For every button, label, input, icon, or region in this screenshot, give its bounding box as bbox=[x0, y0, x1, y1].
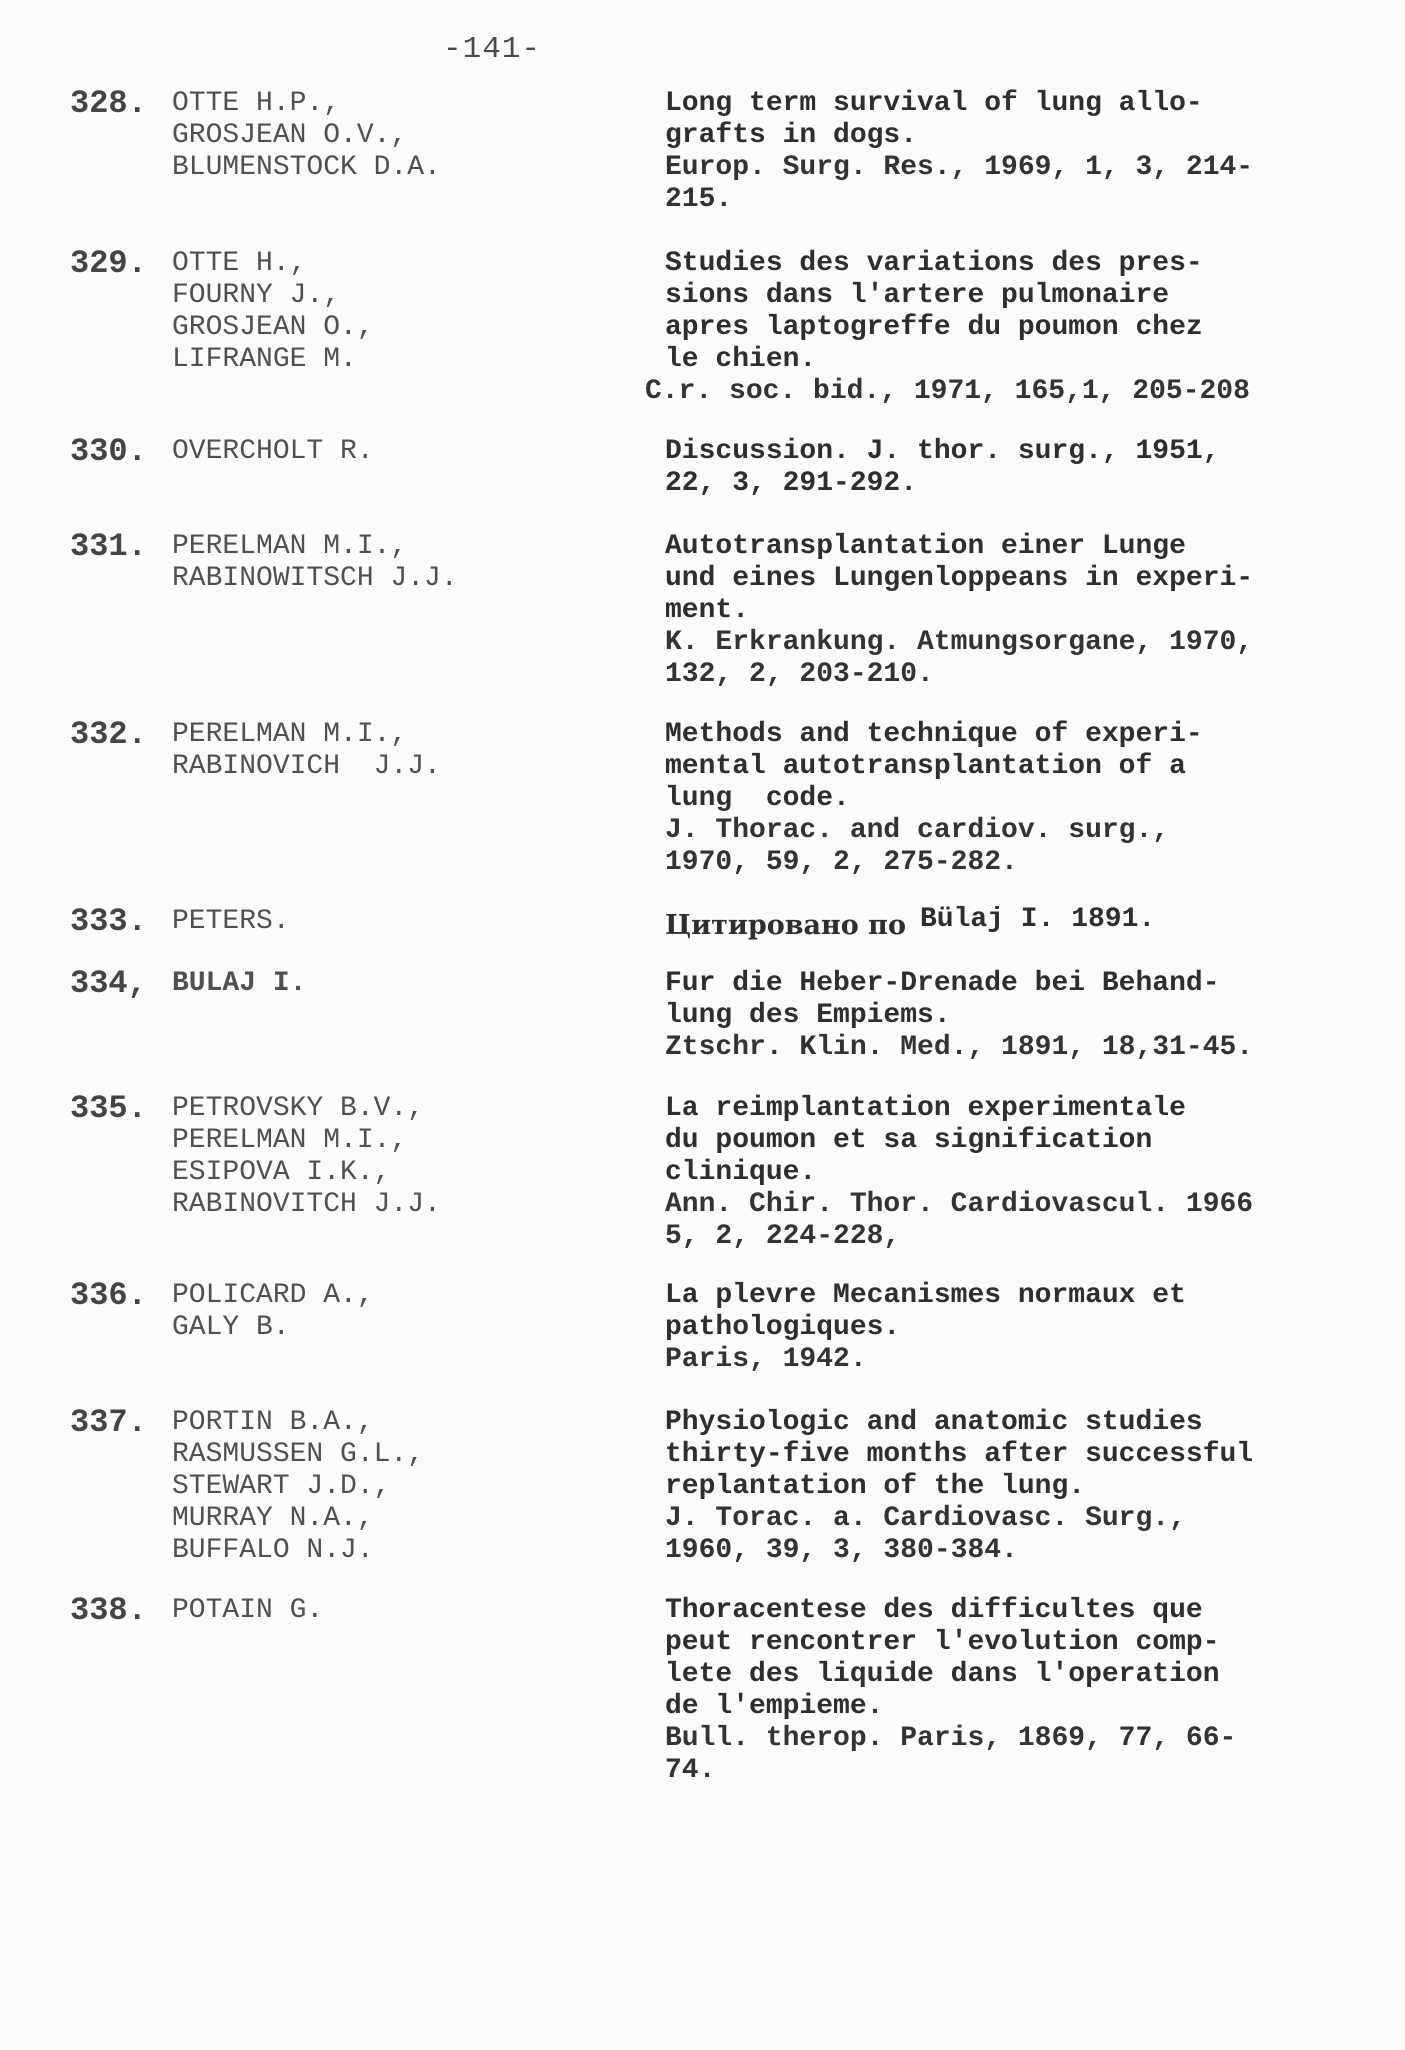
source-line: Paris, 1942. bbox=[665, 1344, 867, 1375]
entry-number: 336. bbox=[70, 1277, 147, 1314]
source-line: 74. bbox=[665, 1755, 716, 1786]
entry-number: 335. bbox=[70, 1090, 147, 1127]
title-line: de l'empieme. bbox=[665, 1691, 884, 1722]
author-line: PETROVSKY B.V., bbox=[172, 1093, 425, 1124]
title-line: grafts in dogs. bbox=[665, 120, 918, 151]
title-line: apres laptogreffe du poumon chez bbox=[665, 312, 1203, 343]
title-line: peut rencontrer l'evolution comp- bbox=[665, 1627, 1220, 1658]
author-line: PERELMAN M.I., bbox=[172, 531, 408, 562]
author-line: STEWART J.D., bbox=[172, 1471, 391, 1502]
entry-authors bbox=[172, 968, 306, 1000]
author-line: FOURNY J., bbox=[172, 280, 341, 311]
entry-reference bbox=[665, 88, 1355, 216]
source-line: Ztschr. Klin. Med., 1891, 18,31-45. bbox=[665, 1032, 1254, 1063]
title-line: Thoracentese des difficultes que bbox=[665, 1595, 1203, 1626]
entry-authors bbox=[172, 436, 374, 468]
cited-by-label: Цитировано по bbox=[665, 910, 906, 941]
entry-reference bbox=[665, 1595, 1355, 1787]
entry-reference bbox=[665, 1093, 1355, 1253]
entry-authors bbox=[172, 906, 290, 938]
entry-authors bbox=[172, 531, 458, 595]
author-line: PERELMAN M.I., bbox=[172, 1125, 408, 1156]
entry-reference bbox=[665, 968, 1355, 1064]
author-line: RABINOWITSCH J.J. bbox=[172, 563, 458, 594]
author-line: RABINOVICH J.J. bbox=[172, 751, 441, 782]
author-line: POLICARD A., bbox=[172, 1280, 374, 1311]
page-number: -141- bbox=[443, 32, 542, 67]
entry-reference bbox=[665, 719, 1355, 879]
entry-number: 332. bbox=[70, 716, 147, 753]
source-line: Europ. Surg. Res., 1969, 1, 3, 214- bbox=[665, 152, 1254, 183]
entry-authors bbox=[172, 1280, 374, 1344]
source-line: K. Erkrankung. Atmungsorgane, 1970, bbox=[665, 627, 1254, 658]
title-line: le chien. bbox=[665, 344, 817, 375]
entry-authors bbox=[172, 1093, 441, 1221]
source-line: Bull. therop. Paris, 1869, 77, 66- bbox=[665, 1723, 1237, 1754]
title-line: La reimplantation experimentale bbox=[665, 1093, 1186, 1124]
entry-number: 331. bbox=[70, 528, 147, 565]
entry-number: 333. bbox=[70, 903, 147, 940]
entry-reference bbox=[665, 531, 1355, 691]
entry-reference bbox=[665, 1407, 1355, 1567]
author-line: PERELMAN M.I., bbox=[172, 719, 408, 750]
author-line: GALY B. bbox=[172, 1312, 290, 1343]
entry-authors bbox=[172, 1407, 424, 1567]
entry-number: 330. bbox=[70, 433, 147, 470]
author-line: RASMUSSEN G.L., bbox=[172, 1439, 425, 1470]
title-line: Discussion. J. thor. surg., 1951, bbox=[665, 436, 1220, 467]
title-line: lung code. bbox=[665, 783, 850, 814]
entry-number: 337. bbox=[70, 1404, 147, 1441]
author-line: OTTE H.P., bbox=[172, 88, 341, 119]
author-line: BULAJ I. bbox=[172, 968, 307, 999]
title-line: lung des Empiems. bbox=[665, 1000, 951, 1031]
title-line: Fur die Heber-Drenade bei Behand- bbox=[665, 968, 1220, 999]
title-line: und eines Lungenloppeans in experi- bbox=[665, 563, 1254, 594]
source-line: 132, 2, 203-210. bbox=[665, 659, 934, 690]
author-line: OTTE H., bbox=[172, 248, 307, 279]
title-line: pathologiques. bbox=[665, 1312, 901, 1343]
entry-authors bbox=[172, 719, 441, 783]
author-line: GROSJEAN O., bbox=[172, 312, 374, 343]
title-line: Studies des variations des pres- bbox=[665, 248, 1203, 279]
entry-reference bbox=[665, 436, 1355, 500]
author-line: POTAIN G. bbox=[172, 1595, 324, 1626]
entry-reference bbox=[665, 904, 1355, 944]
entry-number: 334, bbox=[70, 965, 147, 1002]
entry-number: 329. bbox=[70, 245, 147, 282]
title-line: du poumon et sa signification bbox=[665, 1125, 1153, 1156]
author-line: PORTIN B.A., bbox=[172, 1407, 374, 1438]
title-line: mental autotransplantation of a bbox=[665, 751, 1186, 782]
title-line: sions dans l'artere pulmonaire bbox=[665, 280, 1170, 311]
source-line: J. Torac. a. Cardiovasc. Surg., bbox=[665, 1503, 1186, 1534]
source-line: 215. bbox=[665, 184, 733, 215]
source-line: 5, 2, 224-228, bbox=[665, 1221, 901, 1252]
entry-number: 338. bbox=[70, 1592, 147, 1629]
title-line: lete des liquide dans l'operation bbox=[665, 1659, 1220, 1690]
author-line: ESIPOVA I.K., bbox=[172, 1157, 391, 1188]
title-line: Methods and technique of experi- bbox=[665, 719, 1203, 750]
entry-authors bbox=[172, 248, 374, 376]
entry-reference bbox=[665, 1280, 1355, 1376]
source-line: 1960, 39, 3, 380-384. bbox=[665, 1535, 1018, 1566]
title-line: La plevre Mecanismes normaux et bbox=[665, 1280, 1186, 1311]
title-line: Physiologic and anatomic studies bbox=[665, 1407, 1203, 1438]
entry-number: 328. bbox=[70, 85, 147, 122]
author-line: OVERCHOLT R. bbox=[172, 436, 374, 467]
author-line: LIFRANGE M. bbox=[172, 344, 357, 375]
title-line: replantation of the lung. bbox=[665, 1471, 1086, 1502]
author-line: BUFFALO N.J. bbox=[172, 1535, 374, 1566]
author-line: GROSJEAN O.V., bbox=[172, 120, 408, 151]
title-line: thirty-five months after successful bbox=[665, 1439, 1254, 1470]
author-line: RABINOVITCH J.J. bbox=[172, 1189, 441, 1220]
author-line: PETERS. bbox=[172, 906, 290, 937]
entry-reference bbox=[645, 248, 1355, 408]
title-line: ment. bbox=[665, 595, 750, 626]
source-line: J. Thorac. and cardiov. surg., bbox=[665, 815, 1170, 846]
cited-reference: Bülaj I. 1891. bbox=[919, 904, 1156, 935]
source-line: 1970, 59, 2, 275-282. bbox=[665, 847, 1018, 878]
author-line: BLUMENSTOCK D.A. bbox=[172, 152, 441, 183]
title-line: Long term survival of lung allo- bbox=[665, 88, 1203, 119]
source-line: Ann. Chir. Thor. Cardiovascul. 1966 bbox=[665, 1189, 1254, 1220]
entry-authors bbox=[172, 1595, 323, 1627]
title-line: Autotransplantation einer Lunge bbox=[665, 531, 1186, 562]
title-line: 22, 3, 291-292. bbox=[665, 468, 918, 499]
author-line: MURRAY N.A., bbox=[172, 1503, 374, 1534]
source-line: C.r. soc. bid., 1971, 165,1, 205-208 bbox=[645, 376, 1250, 407]
title-line: clinique. bbox=[665, 1157, 817, 1188]
entry-authors bbox=[172, 88, 441, 184]
